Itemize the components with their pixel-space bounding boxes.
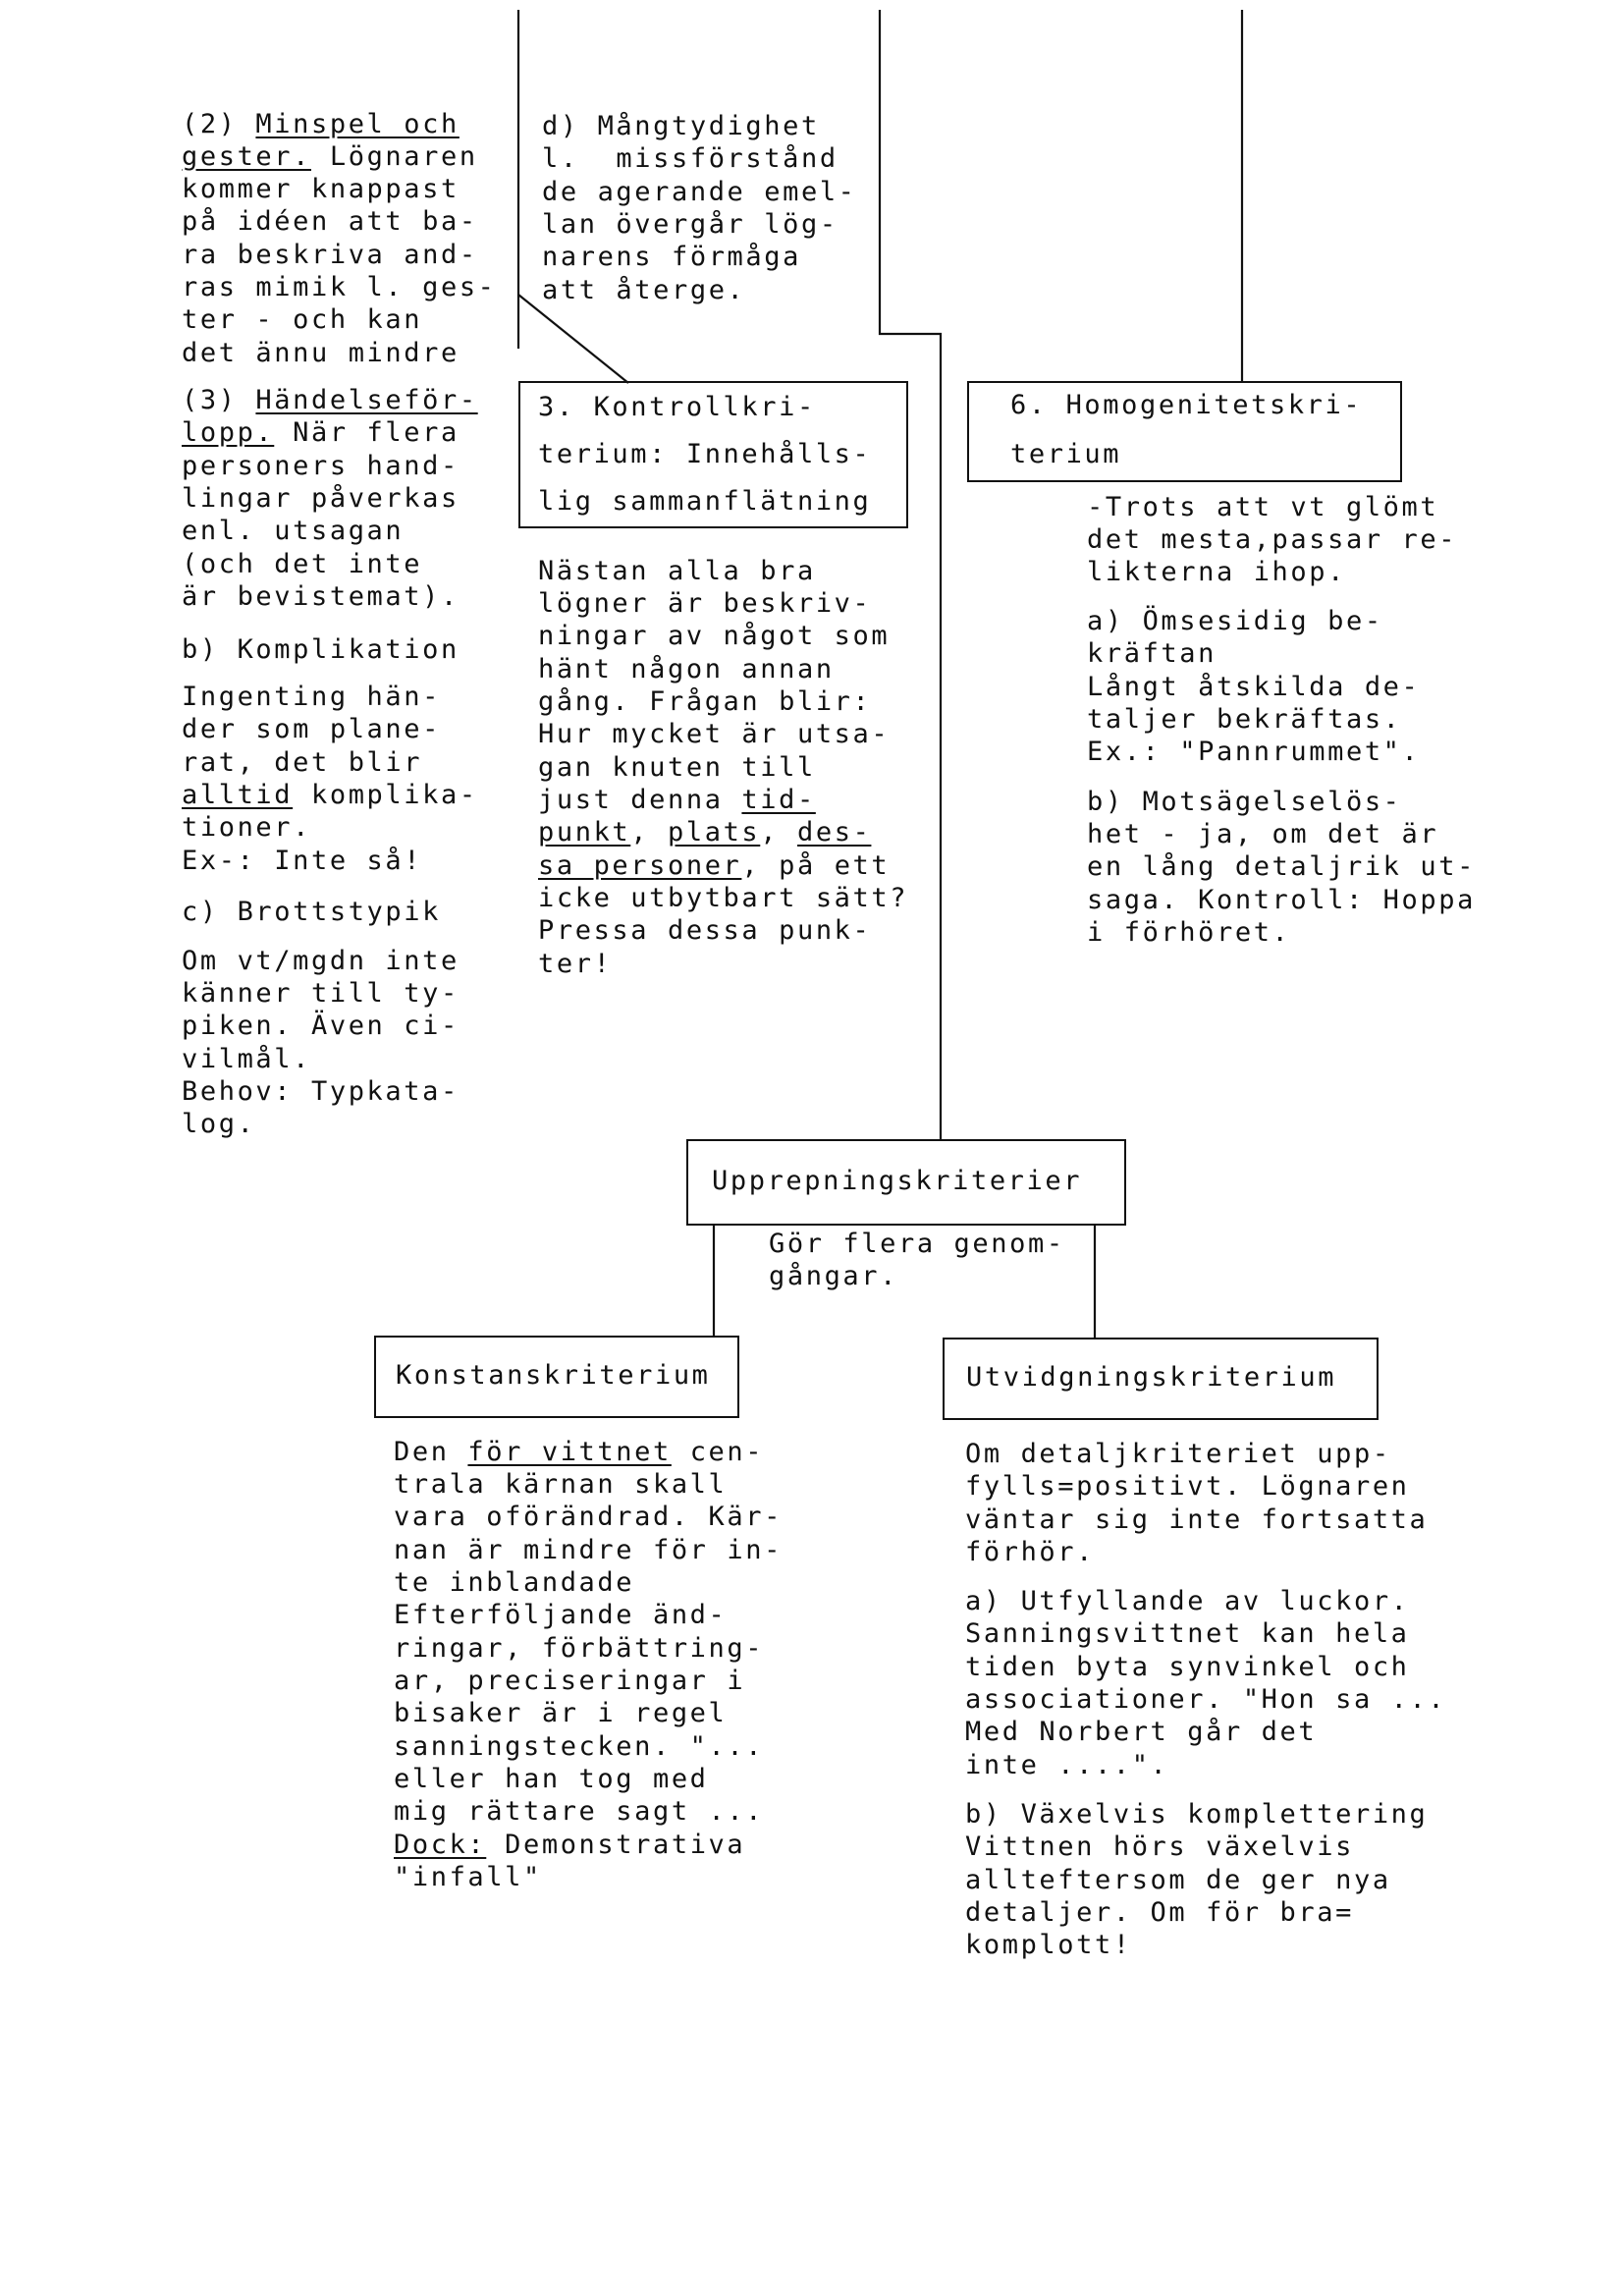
luckor-line: a) Utfyllande av luckor. bbox=[965, 1586, 1410, 1616]
brottstypik-line: vilmål. bbox=[182, 1044, 311, 1074]
mangtydighet-line: narens förmåga bbox=[542, 242, 801, 272]
vaxelvis-line: b) Växelvis komplettering bbox=[965, 1799, 1429, 1830]
utvidgning-intro-line: Om detaljkriteriet upp- bbox=[965, 1439, 1391, 1469]
handelse-heading-line1: (3) Händelseför- bbox=[182, 385, 478, 415]
upprepning-sub-line: gångar. bbox=[769, 1261, 898, 1291]
handelse-line: (och det inte bbox=[182, 549, 423, 579]
luckor-line: inte ....". bbox=[965, 1750, 1169, 1780]
minspel-line: ras mimik l. ges- bbox=[182, 272, 497, 302]
omsesidig-line: kräftan bbox=[1087, 638, 1217, 669]
motsagelse-line: en lång detaljrik ut- bbox=[1087, 851, 1476, 882]
kontroll-text-line: gan knuten till bbox=[538, 752, 816, 783]
vaxelvis-line: Vittnen hörs växelvis bbox=[965, 1831, 1354, 1862]
konstans-line: bisaker är i regel bbox=[394, 1698, 728, 1728]
utvidgning-intro-line: väntar sig inte fortsatta bbox=[965, 1504, 1429, 1535]
kontrollkriterium-title-line: terium: Innehålls- bbox=[538, 439, 872, 469]
upprepningskriterier-title: Upprepningskriterier bbox=[712, 1166, 1083, 1196]
luckor-line: Med Norbert går det bbox=[965, 1717, 1318, 1747]
konstanskriterium-title: Konstanskriterium bbox=[396, 1360, 711, 1391]
minspel-line: ter - och kan bbox=[182, 304, 423, 335]
vaxelvis-line: komplott! bbox=[965, 1930, 1132, 1960]
homogenitet-title-line: terium bbox=[1010, 439, 1122, 469]
omsesidig-line: Långt åtskilda de- bbox=[1087, 672, 1421, 702]
luckor-line: associationer. "Hon sa ... bbox=[965, 1684, 1447, 1715]
minspel-line: kommer knappast bbox=[182, 174, 460, 204]
handelse-line: är bevistemat). bbox=[182, 581, 460, 612]
line-diagonal-to-box3 bbox=[518, 295, 628, 383]
mangtydighet-line: lan övergår lög- bbox=[542, 209, 839, 240]
handelse-line: personers hand- bbox=[182, 451, 460, 481]
motsagelse-line: b) Motsägelselös- bbox=[1087, 787, 1402, 817]
konstans-line: trala kärnan skall bbox=[394, 1469, 728, 1500]
brottstypik-line: piken. Även ci- bbox=[182, 1011, 460, 1041]
homogenitet-intro-line: -Trots att vt glömt bbox=[1087, 492, 1439, 522]
line-to-upprepning bbox=[880, 10, 941, 1139]
motsagelse-line: saga. Kontroll: Hoppa bbox=[1087, 885, 1476, 915]
utvidgningskriterium-title: Utvidgningskriterium bbox=[966, 1362, 1337, 1393]
kontroll-text-line: ningar av något som bbox=[538, 621, 891, 651]
komplikation-line: tioner. bbox=[182, 812, 311, 843]
homogenitetskriterium-box bbox=[967, 381, 1402, 482]
brottstypik-line: Behov: Typkata- bbox=[182, 1076, 460, 1107]
omsesidig-line: taljer bekräftas. bbox=[1087, 704, 1402, 735]
konstans-line: nan är mindre för in- bbox=[394, 1535, 783, 1565]
kontroll-text-line: icke utbytbart sätt? bbox=[538, 883, 909, 913]
konstans-line: Efterföljande änd- bbox=[394, 1600, 728, 1630]
utvidgning-intro-line: förhör. bbox=[965, 1537, 1095, 1567]
konstans-line: vara oförändrad. Kär- bbox=[394, 1502, 783, 1532]
komplikation-heading: b) Komplikation bbox=[182, 634, 460, 665]
vaxelvis-line: detaljer. Om för bra= bbox=[965, 1897, 1354, 1928]
upprepningskriterier-box bbox=[686, 1139, 1126, 1226]
konstans-line-vittnet: Den för vittnet cen- bbox=[394, 1437, 765, 1467]
omsesidig-line: a) Ömsesidig be- bbox=[1087, 606, 1383, 636]
kontroll-text-line: hänt någon annan bbox=[538, 654, 835, 684]
brottstypik-line: log. bbox=[182, 1109, 256, 1139]
minspel-line: ra beskriva and- bbox=[182, 240, 478, 270]
kontrollkriterium-title-line: 3. Kontrollkri- bbox=[538, 392, 816, 422]
mangtydighet-line: de agerande emel- bbox=[542, 177, 857, 207]
komplikation-example: Ex-: Inte så! bbox=[182, 846, 423, 876]
konstans-line: eller han tog med bbox=[394, 1764, 709, 1794]
homogenitet-title-line: 6. Homogenitetskri- bbox=[1010, 390, 1363, 420]
mangtydighet-line: att återge. bbox=[542, 275, 746, 305]
handelse-line: lingar påverkas bbox=[182, 483, 460, 514]
kontroll-text-line: Nästan alla bra bbox=[538, 556, 816, 586]
kontroll-text-line: Hur mycket är utsa- bbox=[538, 719, 891, 749]
omsesidig-line: Ex.: "Pannrummet". bbox=[1087, 737, 1421, 767]
motsagelse-line: i förhöret. bbox=[1087, 917, 1291, 948]
konstans-line-dock: Dock: Demonstrativa bbox=[394, 1830, 746, 1860]
kontroll-text-line: gång. Frågan blir: bbox=[538, 686, 872, 717]
konstans-line: mig rättare sagt ... bbox=[394, 1796, 765, 1827]
upprepning-sub-line: Gör flera genom- bbox=[769, 1229, 1065, 1259]
brottstypik-line: Om vt/mgdn inte bbox=[182, 946, 460, 976]
homogenitet-intro-line: likterna ihop. bbox=[1087, 557, 1346, 587]
komplikation-line-alltid: alltid komplika- bbox=[182, 780, 478, 810]
handelse-line: enl. utsagan bbox=[182, 516, 405, 546]
minspel-heading-line2: gester. Lögnaren bbox=[182, 141, 478, 172]
minspel-line: det ännu mindre bbox=[182, 338, 460, 368]
brottstypik-line: känner till ty- bbox=[182, 978, 460, 1009]
minspel-line: på idéen att ba- bbox=[182, 206, 478, 237]
kontroll-text-line: ter! bbox=[538, 949, 613, 979]
homogenitet-intro-line: det mesta,passar re- bbox=[1087, 524, 1458, 555]
konstans-line: te inblandade bbox=[394, 1567, 635, 1598]
kontrollkriterium-title-line: lig sammanflätning bbox=[538, 486, 872, 517]
komplikation-line: der som plane- bbox=[182, 714, 441, 744]
motsagelse-line: het - ja, om det är bbox=[1087, 819, 1439, 849]
komplikation-line: rat, det blir bbox=[182, 747, 423, 778]
vaxelvis-line: allteftersom de ger nya bbox=[965, 1865, 1391, 1895]
luckor-line: Sanningsvittnet kan hela bbox=[965, 1618, 1410, 1649]
konstanskriterium-box bbox=[374, 1336, 739, 1418]
kontrollkriterium-box bbox=[518, 381, 908, 528]
konstans-line: ringar, förbättring- bbox=[394, 1633, 765, 1664]
utvidgning-intro-line: fylls=positivt. Lögnaren bbox=[965, 1471, 1410, 1502]
utvidgningskriterium-box bbox=[943, 1338, 1379, 1420]
kontroll-text-line-plats: punkt, plats, des- bbox=[538, 817, 872, 847]
handelse-heading-line2: lopp. När flera bbox=[182, 417, 460, 448]
luckor-line: tiden byta synvinkel och bbox=[965, 1652, 1410, 1682]
minspel-heading-line1: (2) Minspel och bbox=[182, 109, 460, 139]
mangtydighet-line: l. missförstånd bbox=[542, 143, 839, 174]
komplikation-line: Ingenting hän- bbox=[182, 682, 441, 712]
konstans-line: sanningstecken. "... bbox=[394, 1731, 765, 1762]
kontroll-text-line-tid: just denna tid- bbox=[538, 785, 816, 815]
mangtydighet-line: d) Mångtydighet bbox=[542, 111, 820, 141]
konstans-line: ar, preciseringar i bbox=[394, 1666, 746, 1696]
kontroll-text-line: Pressa dessa punk- bbox=[538, 915, 872, 946]
brottstypik-heading: c) Brottstypik bbox=[182, 897, 441, 927]
konstans-line: "infall" bbox=[394, 1862, 542, 1892]
kontroll-text-line: lögner är beskriv- bbox=[538, 588, 872, 619]
kontroll-text-line-personer: sa personer, på ett bbox=[538, 850, 891, 881]
